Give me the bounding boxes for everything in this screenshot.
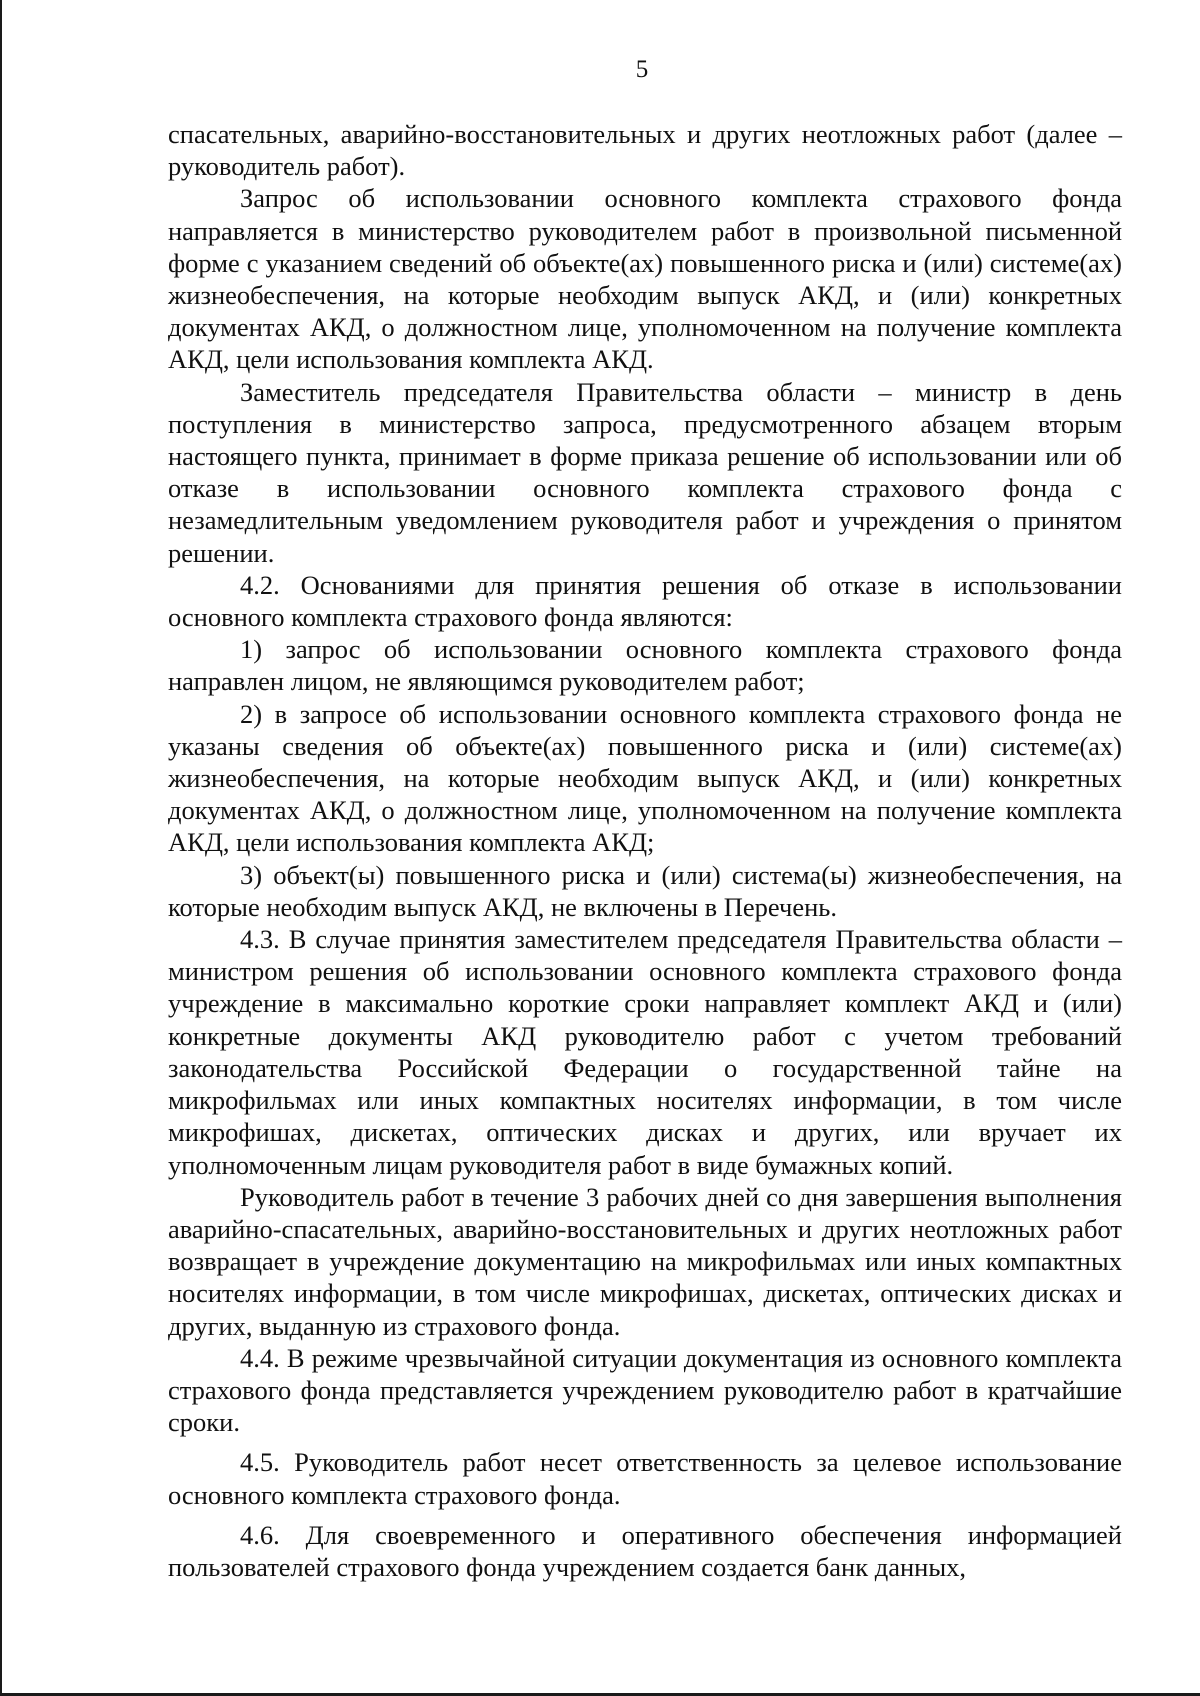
paragraph-4-3: 4.3. В случае принятия заместителем председателя Правительства области – министром решения об использовании основного комплекта страхового фонда учреждение в максимально короткие сроки направляет комплект АКД и (или) конкретные документы АКД руководителю работ с учетом требований законодательства Российской Федерации о государственной тайне на микрофильмах или иных компактных носителях информации, в том числе микрофишах, дискетах, оптических дисках и других, или вручает их уполномоченным лицам руководителя работ в виде бумажных копий. [168, 924, 1122, 1180]
paragraph-return-docs: Руководитель работ в течение 3 рабочих дней со дня завершения выполнения аварийно-спасательных, аварийно-восстановительных и других неотложных работ возвращает в учреждение документацию на микрофильмах или иных компактных носителях информации, в том числе микрофишах, дискетах, оптических дисках и других, выданную из страхового фонда. [168, 1181, 1122, 1341]
paragraph-4-2: 4.2. Основаниями для принятия решения об отказе в использовании основного комплекта страхового фонда являются: [168, 569, 1122, 633]
document-body [168, 118, 1122, 1583]
paragraph-4-2-item-2: 2) в запросе об использовании основного комплекта страхового фонда не указаны сведения об объекте(ах) повышенного риска и (или) системе(ах) жизнеобеспечения, на которые необходим выпуск АКД, и (или) конкретных документах АКД, о должностном лице, уполномоченном на получение комплекта АКД, цели использования комплекта АКД; [168, 698, 1122, 858]
paragraph-continuation: спасательных, аварийно-восстановительных и других неотложных работ (далее – руководитель работ). [168, 119, 1122, 182]
paragraph-request: Запрос об использовании основного комплекта страхового фонда направляется в министерство руководителем работ в произвольной письменной форме с указанием сведений об объекте(ах) повышенного риска и (или) системе(ах) жизнеобеспечения, на которые необходим выпуск АКД, и (или) конкретных документах АКД, о должностном лице, уполномоченном на получение комплекта АКД, цели использования комплекта АКД. [168, 183, 1122, 375]
paragraph-4-5: 4.5. Руководитель работ несет ответственность за целевое использование основного комплекта страхового фонда. [168, 1447, 1122, 1510]
paragraph-4-2-item-1: 1) запрос об использовании основного комплекта страхового фонда направлен лицом, не являющимся руководителем работ; [168, 634, 1122, 697]
paragraph-4-4: 4.4. В режиме чрезвычайной ситуации документация из основного комплекта страхового фонда представляется учреждением руководителю работ в кратчайшие сроки. [168, 1342, 1122, 1438]
page-number: 5 [635, 56, 649, 83]
paragraph-4-2-item-3: 3) объект(ы) повышенного риска и (или) система(ы) жизнеобеспечения, на которые необходим выпуск АКД, не включены в Перечень. [168, 859, 1122, 922]
paragraph-4-6: 4.6. Для своевременного и оперативного обеспечения информацией пользователей страхового фонда учреждением создается банк данных, [168, 1519, 1122, 1582]
paragraph-deputy-decision: Заместитель председателя Правительства области – министр в день поступления в министерство запроса, предусмотренного абзацем вторым настоящего пункта, принимает в форме приказа решение об использовании или об отказе в использовании основного комплекта страхового фонда с незамедлительным уведомлением руководителя работ и учреждения о принятом решении. [168, 376, 1122, 568]
